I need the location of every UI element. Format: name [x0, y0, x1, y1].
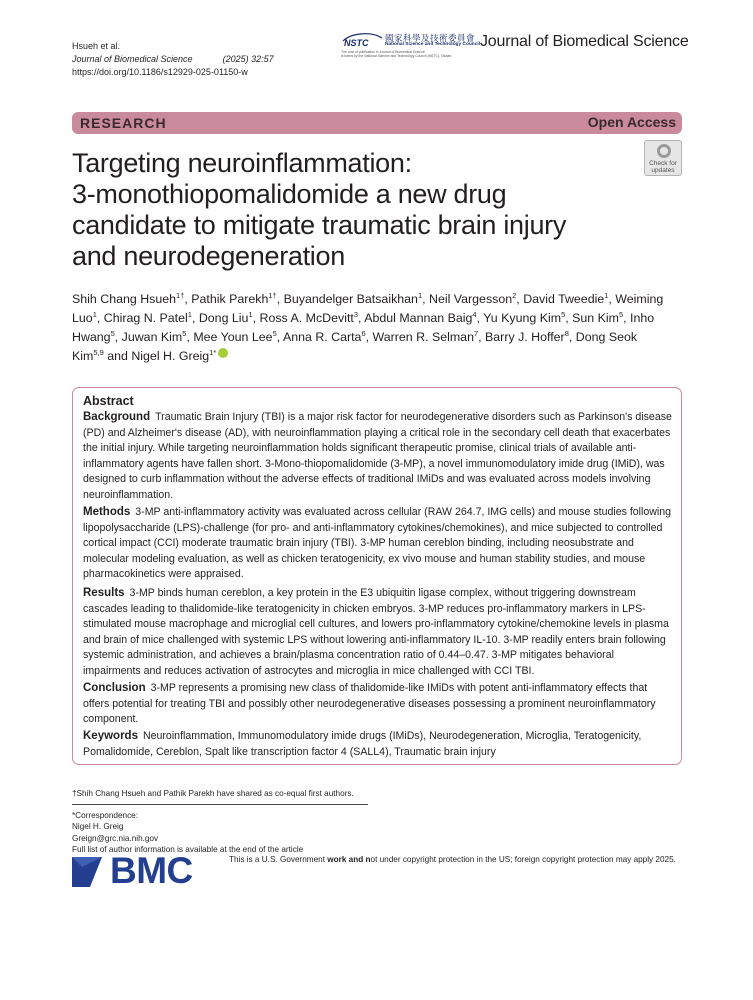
- author-affiliation-sup: 5: [618, 310, 624, 319]
- author-name: Dong Seok Kim$^{5,9}$: [72, 330, 638, 363]
- author-name: Warren R. Selman$^7$: [372, 329, 479, 344]
- journal-citation: [72, 53, 274, 66]
- bmc-wordmark: BMC: [110, 850, 193, 891]
- abstract-keywords: [83, 729, 673, 760]
- cofirst-note: †Shih Chang Hsueh and Pathik Parekh have shared as co-equal first authors.: [72, 789, 354, 798]
- methods-text: 3-MP anti-inflammatory activity was evaluated across cellular (RAW 264.7, IMG cells) and mouse studies following lipopolysaccharide (LPS)-challenge (for pro- and anti-inflammatory cytokines/chemokines), and mice subjected to controlled cortical impact (CCI) moderate traumatic brain injury (TBI). 3-MP human cereblon binding, including neosubstrate and molecular modeling evaluation, as well as chicken teratogenicity, ex vivo mouse and human stability studies, and mouse pharmacokinetics were appraised.: [83, 506, 672, 580]
- author-name: Inho Hwang$^5$: [72, 311, 655, 344]
- conclusion-text: 3-MP represents a promising new class of thalidomide-like IMiDs with potent anti-inflammatory effects that offers potential for treating TBI and possibly other neurodegenerative diseases possessing a prominent neuroinflammatory component.: [83, 682, 656, 725]
- author-name: Abdul Mannan Baig$^4$: [364, 310, 477, 325]
- article-title: [72, 148, 642, 272]
- author-name: Shih Chang Hsueh$^{1\dagger}$: [72, 291, 185, 306]
- author-name: Nigel H. Greig$^{1*}$: [131, 348, 217, 363]
- check-for-updates-button[interactable]: [644, 140, 682, 176]
- keywords-text: Neuroinflammation, Immunomodulatory imide drugs (IMiDs), Neurodegeneration, Microglia, Teratogenicity, Pomalidomide, Cereblon, Spalt like transcription factor 4 (SALL4), Traumatic brain injury: [83, 730, 642, 758]
- author-name: Anna R. Carta$^6$: [282, 329, 366, 344]
- author-name: Yu Kyung Kim$^5$: [483, 310, 566, 325]
- author-affiliation-sup: 4: [472, 310, 477, 319]
- background-label: Background: [83, 411, 151, 423]
- full-author-info-note: Full list of author information is available at the end of the article: [72, 845, 304, 854]
- nstc-chinese-name: 國家科學及技術委員會: [385, 33, 476, 43]
- author-name: Sun Kim$^5$: [572, 310, 624, 325]
- nstc-wordmark-icon: [341, 33, 383, 47]
- abstract-conclusion: [83, 681, 673, 728]
- author-affiliation-sup: 1†: [176, 291, 185, 300]
- author-affiliation-sup: 5: [110, 329, 115, 338]
- abstract-results: [83, 586, 673, 679]
- article-type-banner: [72, 112, 682, 134]
- author-affiliation-sup: 5,9: [93, 348, 104, 357]
- footnote-divider: [72, 804, 368, 805]
- bmc-mark-icon: [72, 853, 108, 889]
- author-name: Ross A. McDevitt$^3$: [259, 310, 359, 325]
- doi-link[interactable]: https://doi.org/10.1186/s12929-025-01150-w: [72, 67, 248, 77]
- keywords-label: Keywords: [83, 730, 138, 742]
- author-name: Mee Youn Lee$^5$: [193, 329, 277, 344]
- nstc-english-name: National Science and Technology Council: [385, 42, 481, 47]
- orcid-icon[interactable]: [218, 348, 228, 358]
- abstract-background: [83, 410, 673, 503]
- correspondence-name: Nigel H. Greig: [72, 822, 124, 831]
- author-name: Chirag N. Patel$^1$: [103, 310, 192, 325]
- author-name: Buyandelger Batsaikhan$^1$: [283, 291, 423, 306]
- author-affiliation-sup: 6: [361, 329, 366, 338]
- author-affiliation-sup: 1*: [209, 348, 217, 357]
- open-access-label: Open Access: [587, 114, 676, 130]
- author-name: Weiming Luo$^1$: [72, 292, 664, 325]
- author-name: David Tweedie$^1$: [523, 291, 609, 306]
- title-line-4: and neurodegeneration: [72, 241, 345, 271]
- check-updates-text: Check for updates: [649, 160, 677, 174]
- author-name: Juwan Kim$^5$: [121, 329, 187, 344]
- author-list: Shih Chang Hsueh$^{1\dagger}$, Pathik Parekh$^{1\dagger}$, Buyandelger Batsaikhan$^1$, Neil Vargesson$^2$, David Tweedie$^1$, Weiming Luo$^1$, Chirag N. Patel$^1$, Dong Liu$^1$, Ross A. McDevitt$^3$, Abdul Mannan Baig$^4$, Yu Kyung Kim$^5$, Sun Kim$^5$, Inho Hwang$^5$, Juwan Kim$^5$, Mee Youn Lee$^5$, Anna R. Carta$^6$, Warren R. Selman$^7$, Barry J. Hoffer$^8$, Dong Seok Kim$^{5,9}$ and Nigel H. Greig$^{1*}$: [72, 291, 664, 363]
- results-label: Results: [83, 587, 125, 599]
- author-name: Dong Liu$^1$: [198, 310, 253, 325]
- footnotes: [72, 788, 372, 856]
- author-affiliation-sup: 1: [417, 291, 423, 300]
- nstc-sponsor-line-2: is bared by the National Science and Technology Council (NSTC), Taiwan.: [341, 54, 453, 58]
- nstc-sponsor-line-1: The cost of publication in Journal of Biomedical Science: [341, 50, 425, 54]
- author-affiliation-sup: 1†: [268, 291, 277, 300]
- bmc-logo: [72, 850, 206, 891]
- nstc-logo: [341, 32, 481, 62]
- author-affiliation-sup: 1: [248, 310, 253, 319]
- author-affiliation-sup: 5: [182, 329, 187, 338]
- author-name: Neil Vargesson$^2$: [429, 291, 517, 306]
- abstract-heading: Abstract: [83, 394, 134, 408]
- update-ring-icon: [657, 144, 671, 158]
- author-affiliation-sup: 2: [512, 291, 517, 300]
- author-name: Barry J. Hoffer$^8$: [485, 329, 569, 344]
- svg-text:NSTC: NSTC: [344, 38, 369, 47]
- article-type-label: RESEARCH: [80, 115, 167, 131]
- author-affiliation-sup: 5: [272, 329, 277, 338]
- methods-label: Methods: [83, 506, 131, 518]
- author-short: Hsueh et al.: [72, 41, 121, 51]
- running-header: [72, 40, 274, 79]
- author-affiliation-sup: 1: [604, 291, 609, 300]
- journal-title: Journal of Biomedical Science: [480, 33, 689, 50]
- results-text: 3-MP binds human cereblon, a key protein in the E3 ubiquitin ligase complex, without triggering downstream cascades leading to thalidomide-like teratogenicity in chicken embryos. 3-MP reduces pro-inflammatory markers in LPS-stimulated mouse macrophage and microglial cell cultures, and lowers pro-inflammatory cytokine/chemokine levels in plasma and brain of mice challenged with systemic LPS without lowering anti-inflammatory IL-10. 3-MP readily enters brain following systemic administration, and achieves a brain/plasma concentration ratio of 0.44–0.47. 3-MP mitigates behavioral impairments and reduces activation of astrocytes and microglia in mice challenged with CCI TBI.: [83, 587, 669, 677]
- title-line-3: candidate to mitigate traumatic brain injury: [72, 210, 567, 240]
- author-affiliation-sup: 5: [561, 310, 566, 319]
- author-affiliation-sup: 3: [353, 310, 359, 319]
- citation: (2025) 32:57: [222, 54, 274, 64]
- title-line-1: Targeting neuroinflammation:: [72, 148, 412, 178]
- author-name: Pathik Parekh$^{1\dagger}$: [191, 291, 277, 306]
- author-affiliation-sup: 7: [473, 329, 479, 338]
- journal-name: Journal of Biomedical Science: [72, 54, 193, 64]
- author-affiliation-sup: 1: [92, 310, 97, 319]
- author-affiliation-sup: 1: [187, 310, 192, 319]
- correspondence-email[interactable]: Greign@grc.nia.nih.gov: [72, 833, 159, 843]
- title-line-2: 3-monothiopomalidomide a new drug: [72, 179, 507, 209]
- background-text: Traumatic Brain Injury (TBI) is a major risk factor for neurodegenerative disorders such as Parkinson's disease (PD) and Alzheimer's disease (AD), with neuroinflammation playing a critical role in the secondary cell death that exacerbates the initial injury. While targeting neuroinflammation holds significant therapeutic promise, clinical trials of available anti-inflammatory agents have fallen short. 3-Mono-thiopomalidomide (3-MP), a novel immunomodulatory imide drug (IMiD), was designed to curb inflammation without the adverse effects of traditional IMiDs and was evaluated across models involving neuroinflammation.: [83, 411, 672, 501]
- correspondence-label: *Correspondence:: [72, 810, 138, 820]
- author-affiliation-sup: 8: [564, 329, 569, 338]
- conclusion-label: Conclusion: [83, 682, 146, 694]
- abstract-methods: [83, 505, 673, 583]
- license-notice: This is a U.S. Government work and not under copyright protection in the US; foreign copyright protection may apply 2025.: [229, 855, 676, 864]
- abstract-box: [72, 387, 682, 765]
